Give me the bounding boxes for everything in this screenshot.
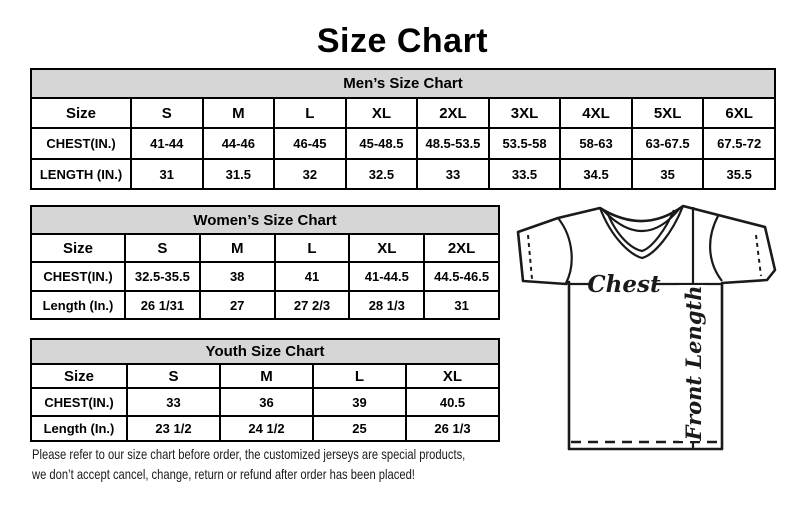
- chest-measure-label: [587, 271, 661, 298]
- chest-cell: 32.5-35.5: [125, 262, 200, 291]
- row-label-length: Length (In.): [31, 291, 125, 319]
- size-cell: L: [274, 98, 346, 128]
- size-cell: 6XL: [703, 98, 775, 128]
- row-label-size: Size: [31, 98, 131, 128]
- length-cell: 35: [632, 159, 704, 189]
- chest-cell: 44.5-46.5: [424, 262, 499, 291]
- youth-table-title: Youth Size Chart: [31, 339, 499, 364]
- chest-cell: 41: [275, 262, 350, 291]
- length-cell: 26 1/31: [125, 291, 200, 319]
- length-cell: 31: [131, 159, 203, 189]
- length-cell: 27 2/3: [275, 291, 350, 319]
- chest-cell: 44-46: [203, 128, 275, 159]
- length-cell: 31: [424, 291, 499, 319]
- chest-cell: 45-48.5: [346, 128, 418, 159]
- size-cell: S: [131, 98, 203, 128]
- length-cell: 28 1/3: [349, 291, 424, 319]
- tshirt-diagram: [513, 196, 803, 458]
- size-cell: XL: [406, 364, 499, 388]
- size-cell: L: [313, 364, 406, 388]
- length-cell: 34.5: [560, 159, 632, 189]
- row-label-chest: CHEST(IN.): [31, 128, 131, 159]
- size-cell: M: [220, 364, 313, 388]
- size-cell: 3XL: [489, 98, 561, 128]
- length-cell: 23 1/2: [127, 416, 220, 441]
- row-label-chest: CHEST(IN.): [31, 262, 125, 291]
- disclaimer-line-1: Please refer to our size chart before order, the customized jerseys are special products,: [32, 446, 466, 462]
- page-title: Size Chart: [316, 22, 489, 60]
- length-cell: 25: [313, 416, 406, 441]
- size-cell: 2XL: [417, 98, 489, 128]
- youth-size-chart-table: [30, 338, 500, 442]
- chest-cell: 41-44: [131, 128, 203, 159]
- tshirt-outline: [518, 206, 775, 449]
- front-length-label-text: Front Length: [681, 285, 706, 441]
- chest-cell: 58-63: [560, 128, 632, 159]
- length-cell: 32.5: [346, 159, 418, 189]
- row-label-chest: CHEST(IN.): [31, 388, 127, 416]
- length-cell: 33: [417, 159, 489, 189]
- row-label-size: Size: [31, 234, 125, 262]
- size-cell: S: [127, 364, 220, 388]
- length-cell: 26 1/3: [406, 416, 499, 441]
- length-cell: 32: [274, 159, 346, 189]
- chest-label-text: Chest: [587, 271, 661, 298]
- tshirt-icon: [513, 196, 803, 458]
- size-cell: M: [200, 234, 275, 262]
- disclaimer-line-2: we don’t accept cancel, change, return or refund after order has been placed!: [32, 466, 415, 482]
- chest-cell: 33: [127, 388, 220, 416]
- row-label-size: Size: [31, 364, 127, 388]
- size-cell: 5XL: [632, 98, 704, 128]
- length-cell: 31.5: [203, 159, 275, 189]
- womens-table-title: Women’s Size Chart: [31, 206, 499, 234]
- size-cell: XL: [349, 234, 424, 262]
- size-cell: 2XL: [424, 234, 499, 262]
- chest-cell: 67.5-72: [703, 128, 775, 159]
- chest-cell: 40.5: [406, 388, 499, 416]
- chest-cell: 39: [313, 388, 406, 416]
- womens-size-chart-table: [30, 205, 500, 320]
- row-label-length: LENGTH (IN.): [31, 159, 131, 189]
- chest-cell: 38: [200, 262, 275, 291]
- mens-table-title: Men’s Size Chart: [31, 69, 775, 98]
- length-cell: 33.5: [489, 159, 561, 189]
- length-cell: 35.5: [703, 159, 775, 189]
- chest-cell: 46-45: [274, 128, 346, 159]
- size-cell: M: [203, 98, 275, 128]
- chest-cell: 48.5-53.5: [417, 128, 489, 159]
- size-cell: L: [275, 234, 350, 262]
- chest-cell: 41-44.5: [349, 262, 424, 291]
- order-disclaimer: [32, 444, 465, 484]
- size-cell: 4XL: [560, 98, 632, 128]
- chest-cell: 63-67.5: [632, 128, 704, 159]
- chest-cell: 53.5-58: [489, 128, 561, 159]
- mens-size-chart-table: [30, 68, 776, 190]
- front-length-measure-label: [679, 285, 706, 441]
- chest-cell: 36: [220, 388, 313, 416]
- length-cell: 24 1/2: [220, 416, 313, 441]
- row-label-length: Length (In.): [31, 416, 127, 441]
- size-cell: S: [125, 234, 200, 262]
- size-cell: XL: [346, 98, 418, 128]
- length-cell: 27: [200, 291, 275, 319]
